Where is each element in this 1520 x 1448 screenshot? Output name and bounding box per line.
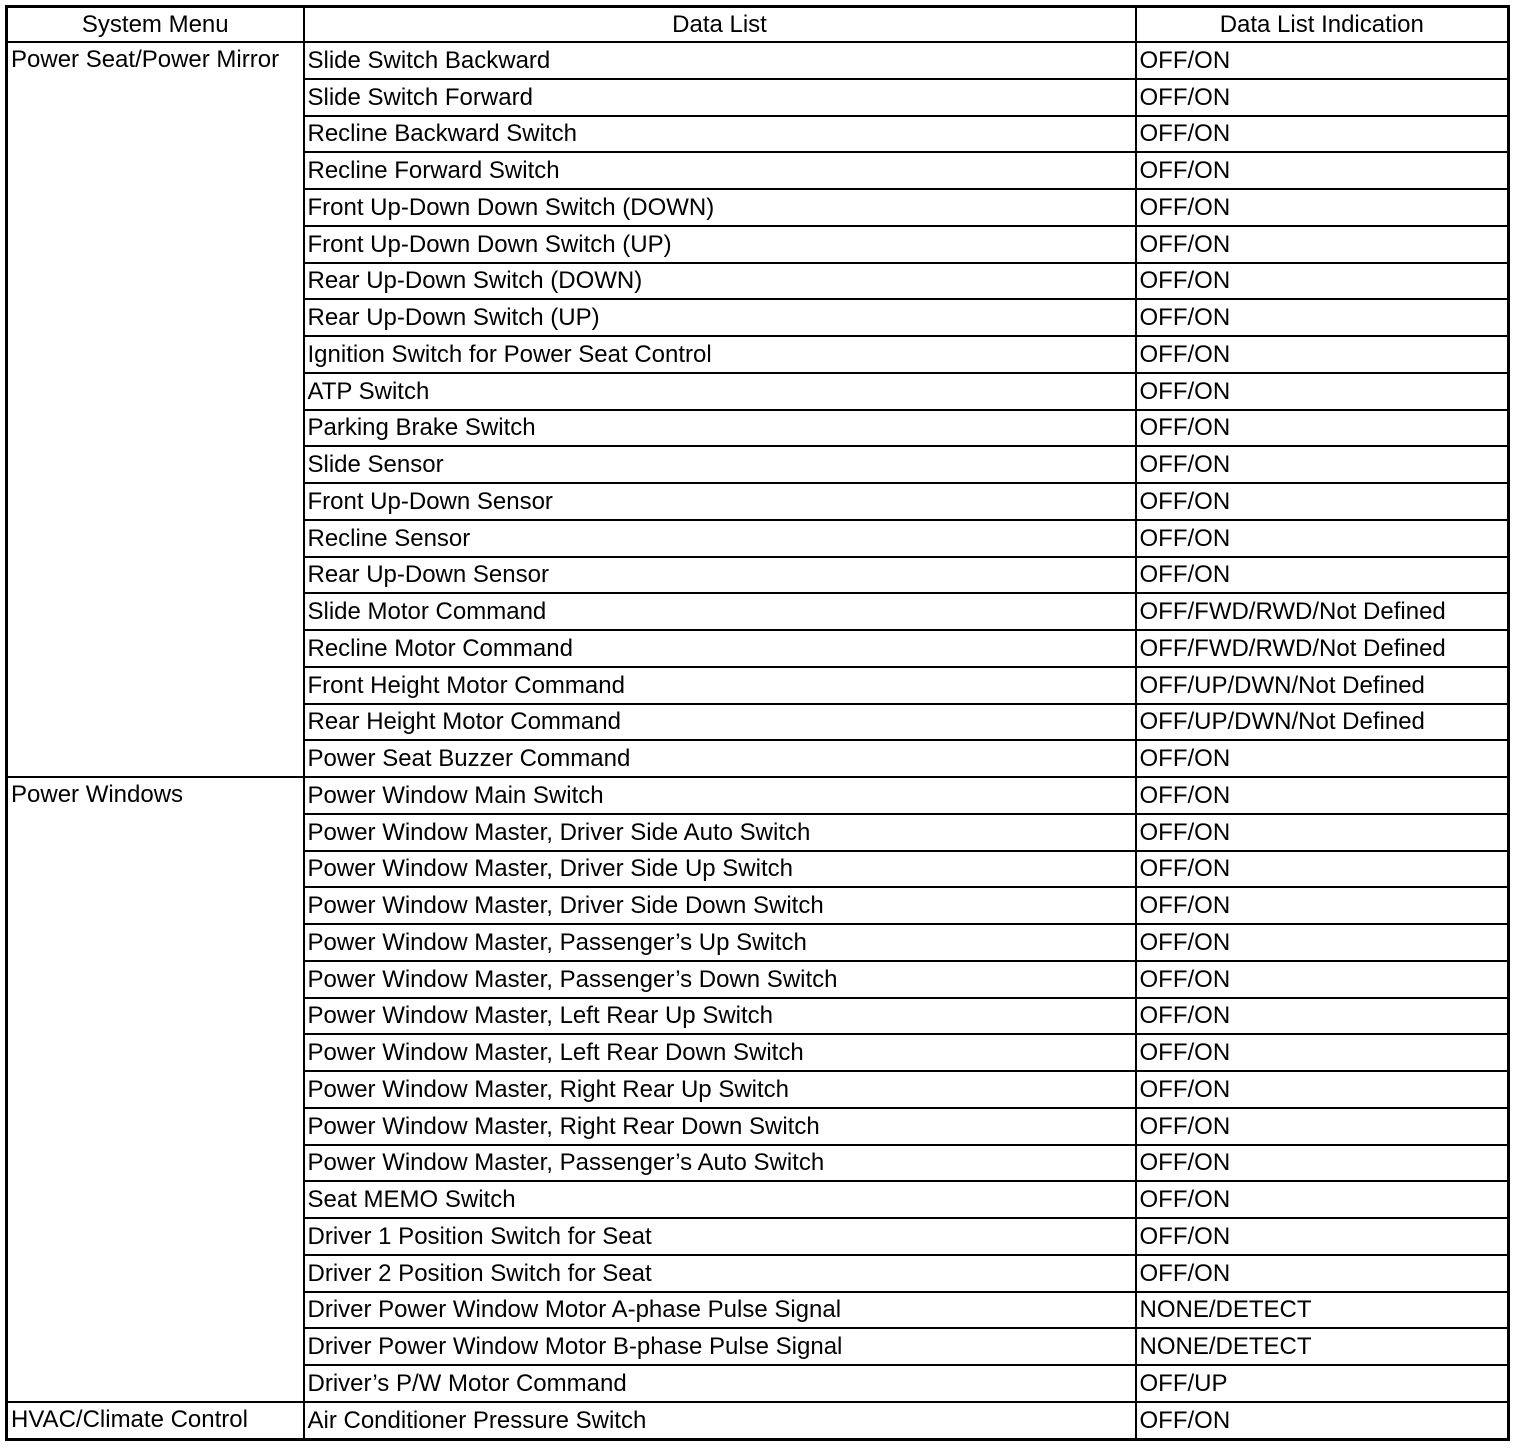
data-list-item-cell: Slide Switch Backward <box>304 42 1136 79</box>
data-list-item-cell: Recline Sensor <box>304 520 1136 557</box>
data-list-indication-cell: OFF/ON <box>1136 336 1509 373</box>
data-list-item-cell: Driver 2 Position Switch for Seat <box>304 1255 1136 1292</box>
data-list-indication-cell: OFF/ON <box>1136 1218 1509 1255</box>
data-list-item-cell: Driver Power Window Motor B-phase Pulse Signal <box>304 1328 1136 1365</box>
data-list-indication-cell: OFF/UP <box>1136 1365 1509 1402</box>
data-list-item-cell: Power Window Master, Passenger’s Down Switch <box>304 961 1136 998</box>
data-list-item-cell: Rear Up-Down Sensor <box>304 557 1136 594</box>
data-list-item-cell: Air Conditioner Pressure Switch <box>304 1402 1136 1440</box>
table-row <box>7 42 1509 79</box>
data-list-item-cell: Recline Motor Command <box>304 630 1136 667</box>
data-list-indication-cell: OFF/ON <box>1136 814 1509 851</box>
table-row <box>7 777 1509 814</box>
data-list-indication-cell: OFF/ON <box>1136 446 1509 483</box>
data-list-item-cell: Driver 1 Position Switch for Seat <box>304 1218 1136 1255</box>
data-list-item-cell: Power Window Master, Driver Side Down Switch <box>304 887 1136 924</box>
data-list-indication-cell: OFF/ON <box>1136 410 1509 447</box>
data-list-indication-cell: NONE/DETECT <box>1136 1328 1509 1365</box>
data-list-indication-cell: OFF/ON <box>1136 777 1509 814</box>
data-list-item-cell: Slide Motor Command <box>304 593 1136 630</box>
data-list-indication-cell: OFF/ON <box>1136 483 1509 520</box>
data-list-item-cell: Recline Forward Switch <box>304 152 1136 189</box>
data-list-indication-cell: OFF/FWD/RWD/Not Defined <box>1136 593 1509 630</box>
data-list-indication-cell: OFF/ON <box>1136 1071 1509 1108</box>
system-menu-cell: Power Windows <box>7 777 304 1402</box>
data-list-indication-cell: OFF/ON <box>1136 557 1509 594</box>
data-list-indication-cell: OFF/ON <box>1136 924 1509 961</box>
data-list-item-cell: Front Height Motor Command <box>304 667 1136 704</box>
data-list-indication-cell: OFF/ON <box>1136 1402 1509 1440</box>
data-list-item-cell: Ignition Switch for Power Seat Control <box>304 336 1136 373</box>
data-list-indication-cell: OFF/UP/DWN/Not Defined <box>1136 704 1509 741</box>
data-list-indication-cell: OFF/ON <box>1136 1034 1509 1071</box>
data-list-indication-cell: OFF/ON <box>1136 520 1509 557</box>
data-list-indication-cell: OFF/ON <box>1136 373 1509 410</box>
data-list-item-cell: Rear Up-Down Switch (UP) <box>304 299 1136 336</box>
table-row <box>7 1402 1509 1440</box>
data-list-indication-cell: OFF/ON <box>1136 1108 1509 1145</box>
data-list-item-cell: Parking Brake Switch <box>304 410 1136 447</box>
data-list-indication-cell: OFF/FWD/RWD/Not Defined <box>1136 630 1509 667</box>
data-list-item-cell: Power Window Master, Right Rear Down Switch <box>304 1108 1136 1145</box>
data-list-item-cell: Power Window Master, Driver Side Auto Switch <box>304 814 1136 851</box>
data-list-indication-cell: NONE/DETECT <box>1136 1292 1509 1329</box>
data-list-indication-cell: OFF/ON <box>1136 299 1509 336</box>
data-list-indication-cell: OFF/ON <box>1136 1255 1509 1292</box>
data-list-item-cell: Power Seat Buzzer Command <box>304 740 1136 777</box>
system-menu-cell: HVAC/Climate Control <box>7 1402 304 1440</box>
data-list-item-cell: Power Window Main Switch <box>304 777 1136 814</box>
data-list-item-cell: Power Window Master, Left Rear Up Switch <box>304 998 1136 1035</box>
data-list-indication-cell: OFF/ON <box>1136 79 1509 116</box>
data-list-item-cell: Power Window Master, Right Rear Up Switch <box>304 1071 1136 1108</box>
data-list-item-cell: Power Window Master, Driver Side Up Switch <box>304 851 1136 888</box>
data-list-indication-cell: OFF/ON <box>1136 116 1509 153</box>
data-list-table <box>5 5 1510 1441</box>
data-list-indication-cell: OFF/ON <box>1136 887 1509 924</box>
data-list-item-cell: Front Up-Down Down Switch (DOWN) <box>304 189 1136 226</box>
data-list-item-cell: Power Window Master, Left Rear Down Switch <box>304 1034 1136 1071</box>
data-list-item-cell: Slide Sensor <box>304 446 1136 483</box>
table-body <box>7 42 1509 1440</box>
data-list-indication-cell: OFF/ON <box>1136 1145 1509 1182</box>
data-list-indication-cell: OFF/ON <box>1136 740 1509 777</box>
data-list-indication-cell: OFF/ON <box>1136 998 1509 1035</box>
header-data-list-indication: Data List Indication <box>1136 7 1509 43</box>
header-data-list: Data List <box>304 7 1136 43</box>
data-list-item-cell: Rear Height Motor Command <box>304 704 1136 741</box>
data-list-item-cell: Recline Backward Switch <box>304 116 1136 153</box>
data-list-item-cell: Driver Power Window Motor A-phase Pulse Signal <box>304 1292 1136 1329</box>
data-list-indication-cell: OFF/ON <box>1136 152 1509 189</box>
data-list-item-cell: Seat MEMO Switch <box>304 1181 1136 1218</box>
data-list-indication-cell: OFF/UP/DWN/Not Defined <box>1136 667 1509 704</box>
header-row <box>7 7 1509 43</box>
data-list-item-cell: Front Up-Down Down Switch (UP) <box>304 226 1136 263</box>
data-list-item-cell: Slide Switch Forward <box>304 79 1136 116</box>
data-list-item-cell: Driver’s P/W Motor Command <box>304 1365 1136 1402</box>
data-list-item-cell: Power Window Master, Passenger’s Up Switch <box>304 924 1136 961</box>
data-list-indication-cell: OFF/ON <box>1136 226 1509 263</box>
data-list-indication-cell: OFF/ON <box>1136 1181 1509 1218</box>
data-list-item-cell: ATP Switch <box>304 373 1136 410</box>
data-list-indication-cell: OFF/ON <box>1136 961 1509 998</box>
system-menu-cell: Power Seat/Power Mirror <box>7 42 304 777</box>
data-list-indication-cell: OFF/ON <box>1136 263 1509 300</box>
data-list-indication-cell: OFF/ON <box>1136 189 1509 226</box>
header-system-menu: System Menu <box>7 7 304 43</box>
data-list-item-cell: Front Up-Down Sensor <box>304 483 1136 520</box>
data-list-indication-cell: OFF/ON <box>1136 851 1509 888</box>
data-list-item-cell: Power Window Master, Passenger’s Auto Switch <box>304 1145 1136 1182</box>
data-list-item-cell: Rear Up-Down Switch (DOWN) <box>304 263 1136 300</box>
data-list-indication-cell: OFF/ON <box>1136 42 1509 79</box>
